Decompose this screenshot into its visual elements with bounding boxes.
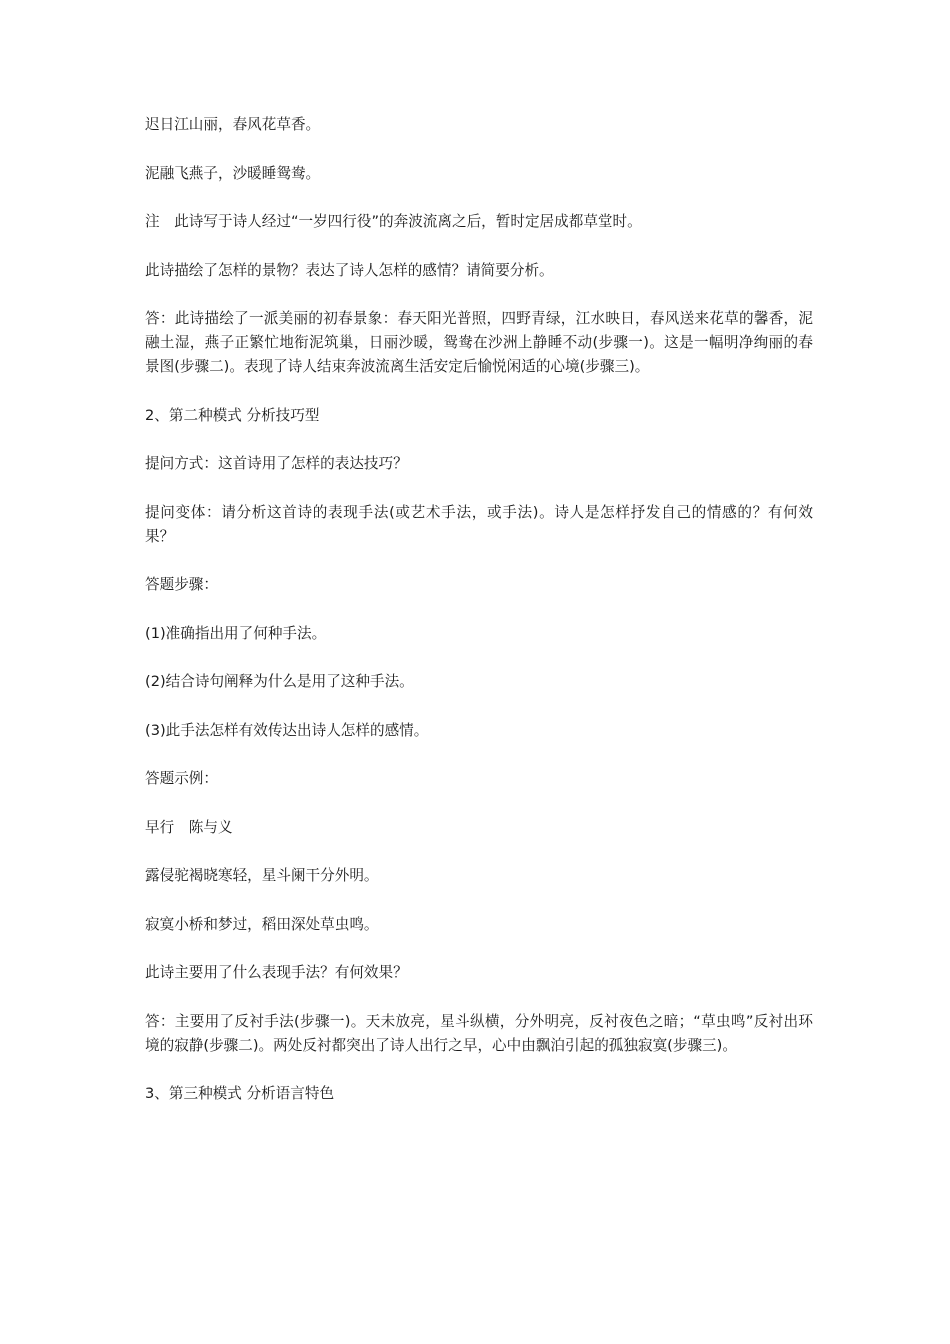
poem-line-2: 泥融飞燕子，沙暖睡鸳鸯。: [145, 164, 321, 182]
section-heading-3: 3、第三种模式 分析语言特色: [145, 1085, 335, 1102]
poem2-line-1: 露侵驼褐晓寒轻，星斗阑干分外明。: [145, 867, 379, 884]
poem-line-1: 迟日江山丽，春风花草香。: [145, 116, 321, 133]
step-1: (1)准确指出用了何种手法。: [145, 624, 327, 642]
question-format: 提问方式：这首诗用了怎样的表达技巧？: [145, 455, 408, 472]
section-heading-2: 2、第二种模式 分析技巧型: [145, 406, 320, 424]
step-2: (2)结合诗句阐释为什么是用了这种手法。: [145, 673, 414, 690]
poem2-line-2: 寂寞小桥和梦过，稻田深处草虫鸣。: [145, 915, 379, 933]
question-variant: 提问变体：请分析这首诗的表现手法(或艺术手法，或手法)。诗人是怎样抒发自己的情感的？有何效果？: [145, 503, 813, 545]
step-3: (3)此手法怎样有效传达出诗人怎样的感情。: [145, 721, 429, 739]
example-label: 答题示例：: [145, 770, 218, 787]
answer-1: 答：此诗描绘了一派美丽的初春景象：春天阳光普照，四野青绿，江水映日，春风送来花草的馨香，泥融土湿，燕子正繁忙地衔泥筑巢，日丽沙暖，鸳鸯在沙洲上静睡不动(步骤一)。这是一幅明净绚丽的春景图(步骤二)。表现了诗人结束奔波流离生活安定后愉悦闲适的心境(步骤三)。: [145, 310, 813, 375]
poem-note: 注 此诗写于诗人经过“一岁四行役”的奔波流离之后，暂时定居成都草堂时。: [145, 213, 642, 230]
question-2: 此诗主要用了什么表现手法？有何效果？: [145, 964, 408, 981]
poem-title: 早行 陈与义: [145, 818, 233, 836]
answer-2: 答：主要用了反衬手法(步骤一)。天未放亮，星斗纵横，分外明亮，反衬夜色之暗；“草虫鸣”反衬出环境的寂静(步骤二)。两处反衬都突出了诗人出行之早，心中由飘泊引起的孤独寂寞(步骤三)。: [145, 1012, 813, 1054]
question-1: 此诗描绘了怎样的景物？表达了诗人怎样的感情？请简要分析。: [145, 261, 554, 279]
document-body: [145, 113, 813, 1131]
answer-steps-label: 答题步骤：: [145, 576, 218, 593]
